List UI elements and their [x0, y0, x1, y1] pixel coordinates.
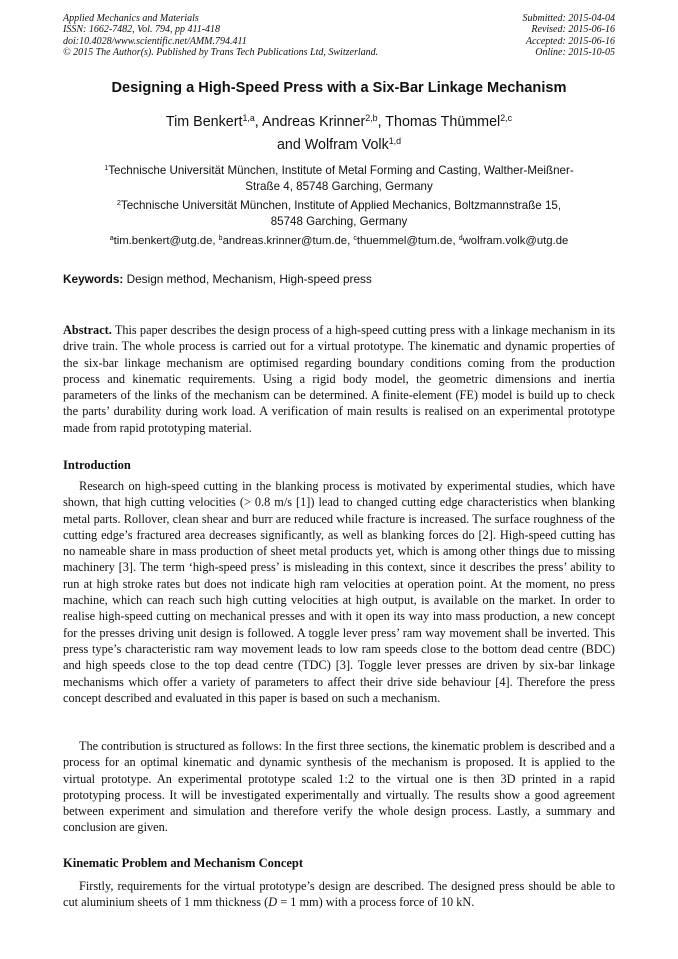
- abstract-text: This paper describes the design process of a high-speed cutting press with a linkage mechanism in its drive train. The whole process is carried out for a virtual prototype. The kinematic and dynamic properties of the six-bar linkage mechanism are optimised regarding boundary conditions coming from the production process and kinematic requirements. Using a rigid body model, the geometric dimensions and inertia parameters of the links of the mechanism can be determined. A finite-element (FE) model is build up to check the parts’ durability during work load. A verification of main results is realised on an experimental prototype made from rapid prototyping material.: [63, 323, 615, 435]
- thickness-variable: D: [268, 895, 278, 910]
- author-affiliation-mark: 2,c: [500, 113, 513, 124]
- journal-name: Applied Mechanics and Materials: [63, 13, 199, 24]
- email-mark: d: [458, 235, 463, 243]
- author-affiliation-mark: 1,a: [242, 113, 255, 124]
- author-affiliation-mark: 2,b: [365, 113, 378, 124]
- author-name: Thomas Thümmel: [385, 114, 501, 130]
- online-date: Online: 2015-10-05: [535, 46, 615, 58]
- affiliation-mark: 2: [116, 198, 121, 208]
- affiliation-text: Technische Universität München, Institute of Metal Forming and Casting, Walther-Meißner-Straße 4, 85748 Garching, Germany: [108, 164, 574, 193]
- kinematic-paragraph-1: [63, 878, 615, 911]
- email-mark: b: [218, 235, 223, 243]
- author-separator: ,: [254, 114, 262, 130]
- journal-header-right: [523, 13, 616, 58]
- author-separator: ,: [377, 114, 386, 130]
- author-affiliation-mark: 1,d: [388, 136, 402, 147]
- submitted-date: Submitted: 2015-04-04: [522, 13, 615, 24]
- affiliation-2: [100, 198, 578, 230]
- affiliation-1: [100, 163, 578, 195]
- keywords-text: Design method, Mechanism, High-speed press: [126, 272, 372, 286]
- author-emails: $^a$tim.benkert@utg.de, $^b$andreas.krinner@tum.de, $^c$thuemmel@tum.de, $^d$wolfram.volk@utg.de: [109, 235, 569, 247]
- email-mark: c: [353, 235, 357, 243]
- author-line-1: [0, 114, 678, 130]
- copyright-notice: © 2015 The Author(s). Published by Trans Tech Publications Ltd, Switzerland.: [63, 46, 379, 58]
- journal-doi: doi:10.4028/www.scientific.net/AMM.794.411: [63, 35, 247, 47]
- email-link[interactable]: andreas.krinner@tum.de: [222, 235, 348, 247]
- revised-date: Revised: 2015-06-16: [531, 24, 615, 36]
- keywords-label: Keywords:: [63, 272, 124, 286]
- author-name: Tim Benkert: [165, 114, 243, 130]
- kinematic-heading: Kinematic Problem and Mechanism Concept: [63, 856, 304, 870]
- email-link[interactable]: tim.benkert@utg.de: [113, 235, 213, 247]
- affiliation-text: Technische Universität München, Institute of Applied Mechanics, Boltzmannstraße 15, 85748 Garching, Germany: [120, 199, 562, 228]
- introduction-heading: Introduction: [63, 458, 131, 472]
- kinematic-text-part-1: Firstly, requirements for the virtual prototype’s design are described. The designed press should be able to cut aluminium sheets of 1 mm thickness (: [63, 879, 615, 910]
- email-link[interactable]: thuemmel@tum.de: [356, 235, 453, 247]
- accepted-date: Accepted: 2015-06-16: [525, 35, 615, 47]
- affiliation-mark: 1: [104, 163, 109, 173]
- introduction-paragraph-1: Research on high-speed cutting in the blanking process is motivated by experimental studies, which have shown, that high cutting velocities (> 0.8 m/s [1]) lead to changed cutting edge characteristics when blanking metal parts. Rollover, clean shear and burr are reduced while fracture is increased. The surface roughness of the cutting edge’s fractured area decreases significantly, as well as blanking forces do [2]. High-speed cutting has no nameable share in mass production of sheet metal products yet, which is among other things due to missing machinery [3]. The term ‘high-speed press’ is misleading in this context, since it describes the press’ ability to run at high stroke rates but does not indicate high ram velocities at operation point. At the moment, no press machine, which can reach such high cutting velocities at high output, is available on the market. In order to realise high-speed cutting on mechanical presses and with it open its way into mass production, a new concept for the presses driving unit design is followed. A toggle lever press’ ram way movement shall be inverted. This press type’s characteristic ram way movement leads to low ram speeds close to the bottom dead centre (BDC) and high speeds close to the top dead centre (TDC) [3]. Toggle lever presses are driven by six-bar linkage mechanisms which offer a variety of parameters to affect their drive side behaviour [4]. Therefore the press concept described and evaluated in this paper is based on such a mechanism.: [63, 479, 615, 705]
- email-link[interactable]: wolfram.volk@utg.de: [462, 235, 569, 247]
- paper-title: Designing a High-Speed Press with a Six-Bar Linkage Mechanism: [111, 80, 567, 96]
- author-name: and Wolfram Volk: [276, 137, 389, 153]
- author-line-2: [0, 137, 678, 153]
- kinematic-text-part-2: = 1 mm) with a process force of 10 kN.: [277, 895, 475, 910]
- email-mark: a: [109, 235, 114, 243]
- keywords-line: [63, 272, 372, 286]
- abstract: [63, 322, 615, 436]
- abstract-label: Abstract.: [63, 323, 112, 337]
- journal-header-left: [63, 13, 378, 58]
- introduction-paragraph-2: The contribution is structured as follows: In the first three sections, the kinematic problem is described and a process for an optimal kinematic and dynamic synthesis of the mechanism is proposed. It is applied to the virtual prototype. An experimental prototype scaled 1:2 to the virtual one is then 3D printed in a rapid prototyping process. It will be investigated experimentally and virtually. The results show a good agreement between experiment and simulation and therefore verify the whole design process. Lastly, a summary and conclusion are given.: [63, 739, 615, 835]
- journal-issn: ISSN: 1662-7482, Vol. 794, pp 411-418: [63, 24, 221, 36]
- author-name: Andreas Krinner: [261, 114, 366, 130]
